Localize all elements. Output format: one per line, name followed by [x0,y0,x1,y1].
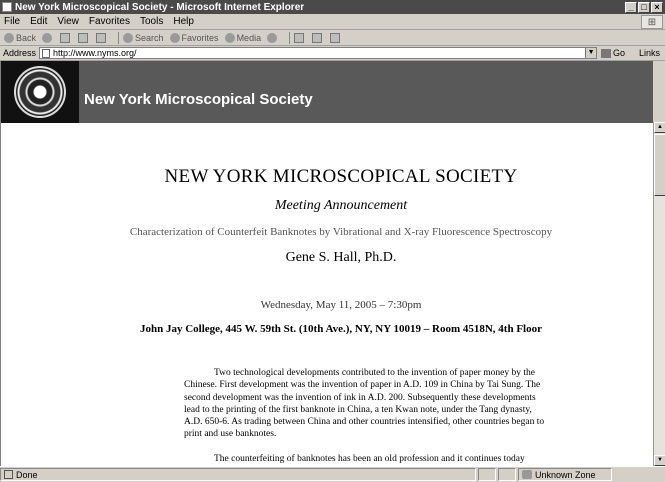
forward-button[interactable] [42,33,54,43]
menu-tools[interactable]: Tools [139,16,164,27]
society-seal-icon [14,66,66,118]
favorites-label: Favorites [181,32,219,43]
scroll-down-icon[interactable]: ▼ [654,455,665,466]
stop-button[interactable] [60,33,72,43]
paragraph-1-text: Two technological developments contributed to the invention of paper money by the Chinese. First development was the invention of paper in A.D. 109 in China by Tai Sung. The second development was the invention of ink in A.D. 200. Subsequently these developments lead to the printing of the first banknote in China, a ten Kwan note, under the Tang dynasty, A.D. 650-6. As trading between China and other countries intensified, other countries began to print and use banknotes. [184,368,545,440]
address-label: Address [3,48,37,58]
title-bar [0,0,665,14]
announcement [1,166,653,335]
announcement-title: NEW YORK MICROSCOPICAL SOCIETY [164,166,518,187]
body-paragraph [184,367,546,441]
address-bar [0,46,665,61]
search-button[interactable] [123,33,164,43]
menu-help[interactable]: Help [173,16,194,27]
maximize-button[interactable]: □ [638,2,650,13]
edit-button[interactable] [330,33,342,43]
go-label: Go [613,48,626,58]
favorites-button[interactable] [170,33,219,43]
banner-title: New York Microscopical Society [84,90,313,108]
announcement-subtitle: Meeting Announcement [274,198,408,213]
address-dropdown-icon[interactable]: ▼ [585,48,596,58]
paragraph-2-text: The counterfeiting of banknotes has been an old profession and it continues today [214,454,525,464]
print-icon [312,33,322,43]
print-button[interactable] [312,33,324,43]
mail-button[interactable] [294,33,306,43]
refresh-icon [78,33,88,43]
site-logo[interactable] [1,61,79,123]
status-message [0,468,476,481]
go-arrow-icon [601,49,611,58]
body-paragraph [184,453,546,465]
toolbar-divider [118,32,119,44]
window-title: New York Microscopical Society - Microsoft Internet Explorer [15,1,305,13]
page-status-icon [4,470,13,479]
ie-icon [2,2,12,12]
toolbar-divider [289,32,290,44]
address-input[interactable] [39,47,597,59]
refresh-button[interactable] [78,33,90,43]
history-button[interactable] [267,33,279,43]
vertical-scrollbar[interactable] [653,122,665,466]
security-zone [518,468,612,481]
close-button[interactable]: × [651,2,663,13]
meeting-date: Wednesday, May 11, 2005 – 7:30pm [260,299,422,311]
windows-logo-icon: ⊞ [641,15,663,29]
minimize-button[interactable]: _ [625,2,637,13]
stop-icon [60,33,70,43]
menu-bar [0,14,665,30]
menu-edit[interactable]: Edit [30,16,48,27]
forward-arrow-icon [42,33,52,43]
media-button[interactable] [225,33,262,43]
media-icon [225,33,235,43]
menu-favorites[interactable]: Favorites [88,16,130,27]
home-icon [96,33,106,43]
back-button[interactable] [4,33,36,43]
zone-text: Unknown Zone [535,469,596,480]
address-url: http://www.nyms.org/ [53,48,137,58]
speaker-name: Gene S. Hall, Ph.D. [285,250,397,265]
edit-icon [330,33,340,43]
search-icon [123,33,133,43]
star-icon [170,33,180,43]
toolbar [0,30,665,46]
scroll-up-icon[interactable]: ▲ [654,122,665,133]
search-label: Search [135,32,164,43]
status-cell [478,468,496,481]
web-content [0,61,653,466]
scrollbar-thumb[interactable] [654,134,665,196]
page-icon [42,49,50,58]
back-arrow-icon [4,33,14,43]
back-label: Back [16,32,37,43]
meeting-venue: John Jay College, 445 W. 59th St. (10th Ave.), NY, NY 10019 – Room 4518N, 4th Floor [139,323,542,335]
go-button[interactable] [601,48,625,58]
history-icon [267,33,277,43]
links-button[interactable]: Links [639,48,661,58]
menu-view[interactable]: View [57,16,79,27]
mail-icon [294,33,304,43]
talk-topic: Characterization of Counterfeit Banknotes by Vibrational and X-ray Fluorescence Spectroscopy [129,226,553,238]
status-cell [498,468,516,481]
home-button[interactable] [96,33,108,43]
zone-icon [522,470,532,479]
media-label: Media [236,32,262,43]
site-banner [1,61,653,123]
status-text: Done [16,469,38,480]
menu-file[interactable]: File [4,16,21,27]
status-bar [0,466,665,482]
